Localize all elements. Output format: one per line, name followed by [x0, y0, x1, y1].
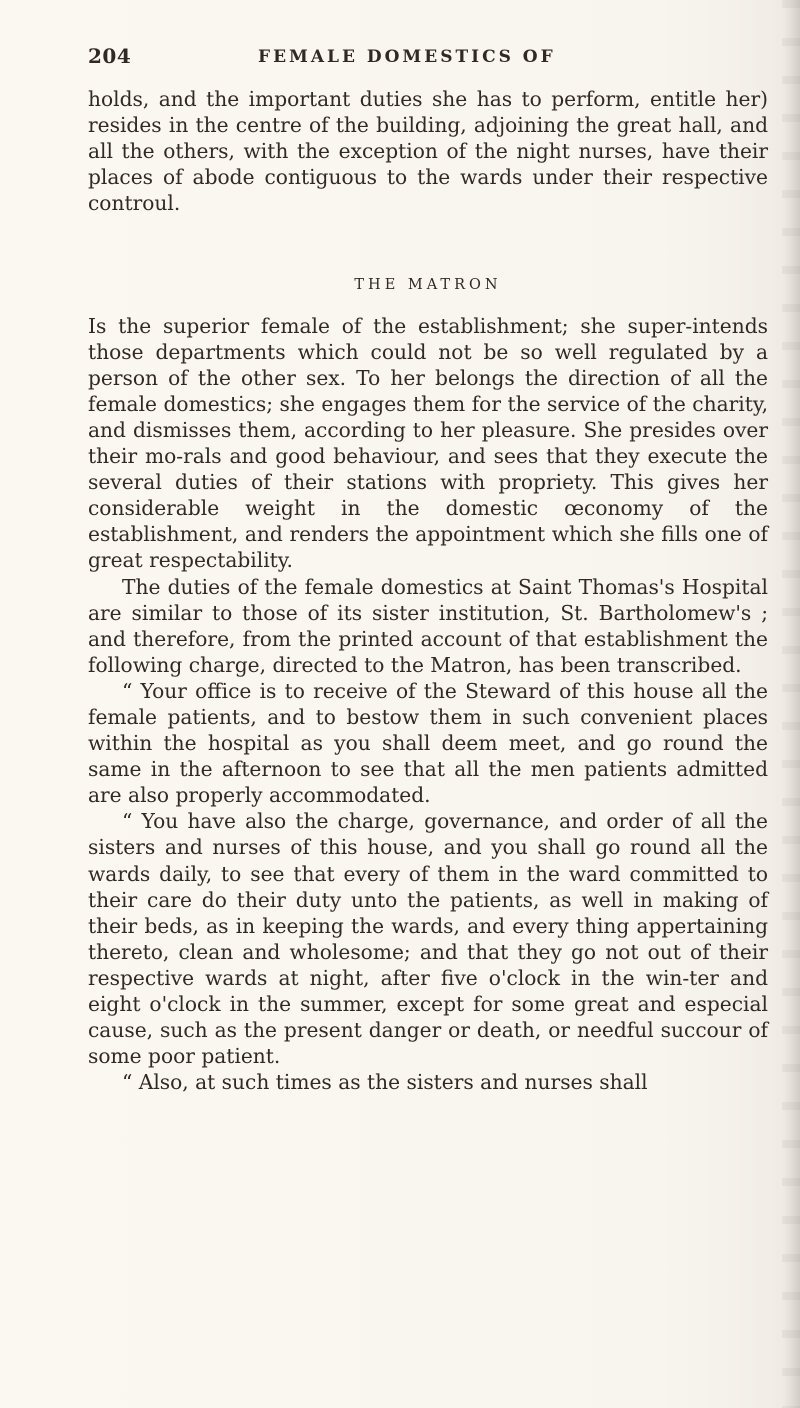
- section-title: THE MATRON: [354, 277, 502, 294]
- paragraph-charge-2: “ You have also the charge, governance, and order of all the sisters and nurses of this house, and you shall go round all the wards daily, to see that every of them in the ward committed to their care do their duty unto the patients, as well in making of their beds, as in keeping the wards, and every thing appertaining thereto, clean and wholesome; and that they go not out of their respective wards at night, after five o'clock in the win-ter and eight o'clock in the summer, except for some great and especial cause, such as the present danger or death, or needful succour of some poor patient.: [88, 809, 768, 1069]
- paragraph-duties-comparison: The duties of the female domestics at Saint Thomas's Hospital are similar to those of its sister institution, St. Bartholomew's ; and therefore, from the printed account of that establishment the following charge, directed to the Matron, has been transcribed.: [88, 574, 768, 677]
- page-body: [88, 86, 768, 1386]
- paragraph-matron-description: Is the superior female of the establishment; she super-intends those departments which could not be so well regulated by a person of the other sex. To her belongs the direction of all the female domestics; she engages them for the service of the charity, and dismisses them, according to her pleasure. She presides over their mo-rals and good behaviour, and sees that they execute the several duties of their stations with propriety. This gives her considerable weight in the domestic œconomy of the establishment, and renders the appointment which she fills one of great respectability.: [88, 313, 768, 573]
- running-head: FEMALE DOMESTICS OF: [258, 47, 556, 67]
- paragraph-continuation: holds, and the important duties she has to perform, entitle her) resides in the centre of the building, adjoining the great hall, and all the others, with the exception of the night nurses, have their places of abode contiguous to the wards under their respective controul.: [88, 87, 768, 216]
- paragraph-charge-1: “ Your office is to receive of the Steward of this house all the female patients, and to bestow them in such convenient places within the hospital as you shall deem meet, and go round the same in the afternoon to see that all the men patients admitted are also properly accommodated.: [88, 678, 768, 808]
- page-edge-shadow: [782, 0, 800, 1408]
- page-header: [88, 44, 698, 78]
- page-number: 204: [88, 44, 132, 68]
- paragraph-charge-3: “ Also, at such times as the sisters and nurses shall: [122, 1070, 648, 1095]
